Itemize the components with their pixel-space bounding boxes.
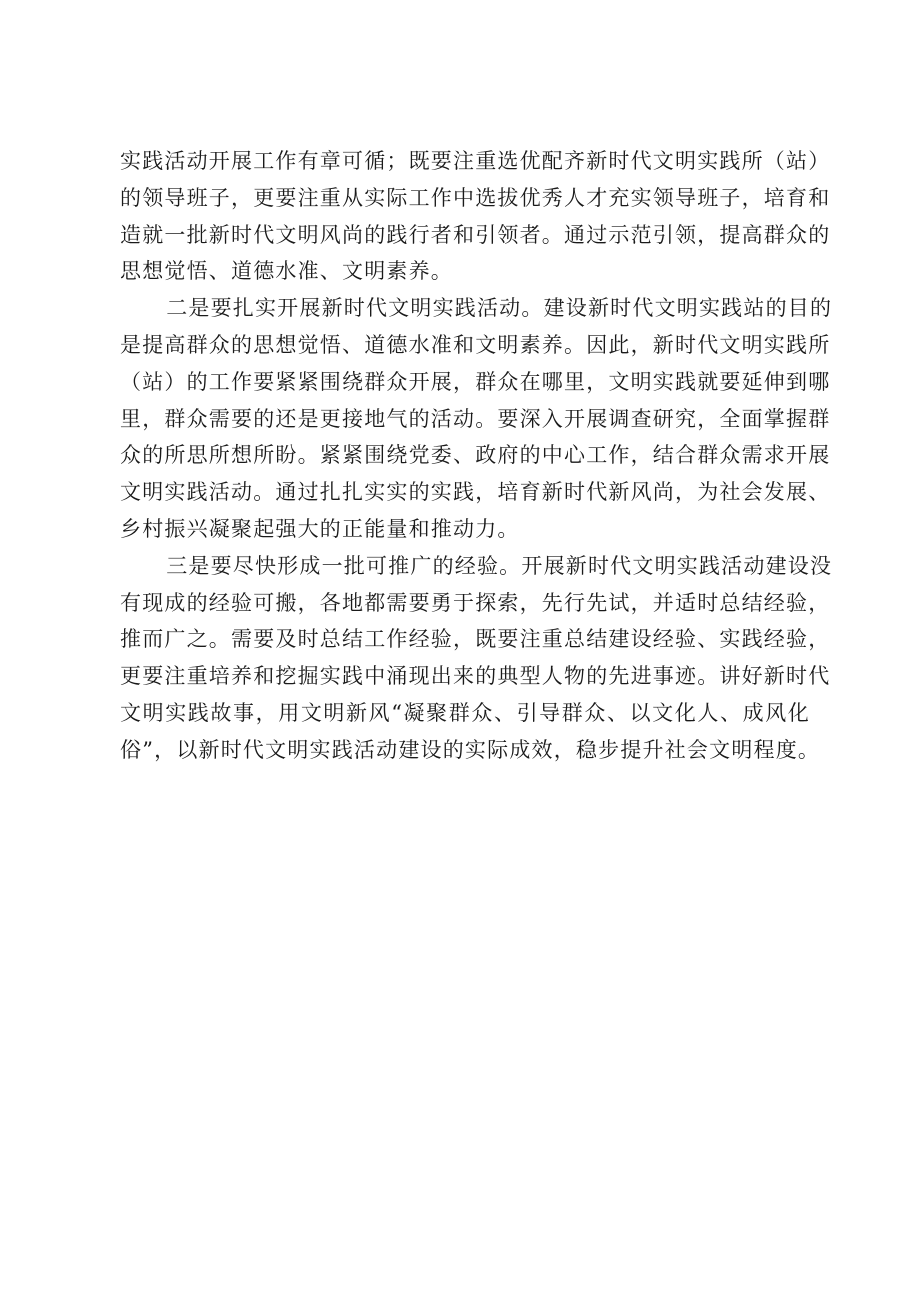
- text-line: 文明实践活动。通过扎扎实实的实践，培育新时代新风尚，为社会发展、: [120, 480, 831, 505]
- text-line: 造就一批新时代文明风尚的践行者和引领者。通过示范引领，提高群众的: [120, 222, 831, 247]
- text-line: 有现成的经验可搬，各地都需要勇于探索，先行先试，并适时总结经验，: [120, 590, 831, 615]
- text-line: 三是要尽快形成一批可推广的经验。开展新时代文明实践活动建设没: [166, 553, 833, 578]
- text-line: 二是要扎实开展新时代文明实践活动。建设新时代文明实践站的目的: [166, 296, 833, 321]
- text-line: 文明实践故事，用文明新风“凝聚群众、引导群众、以文化人、成风化: [120, 700, 810, 725]
- text-line: 思想觉悟、道德水准、文明素养。: [120, 259, 453, 284]
- text-line: 是提高群众的思想觉悟、道德水准和文明素养。因此，新时代文明实践所: [120, 332, 831, 357]
- text-line: 的领导班子，更要注重从实际工作中选拔优秀人才充实领导班子，培育和: [120, 185, 831, 210]
- paragraph-1: [120, 143, 831, 290]
- text-line: 乡村振兴凝聚起强大的正能量和推动力。: [120, 516, 520, 541]
- text-line: 更要注重培养和挖掘实践中涌现出来的典型人物的先进事迹。讲好新时代: [120, 664, 831, 689]
- paragraph-3: [120, 548, 833, 769]
- document-body: [120, 143, 833, 769]
- paragraph-2: [120, 290, 833, 548]
- text-line: 众的所思所想所盼。紧紧围绕党委、政府的中心工作，结合群众需求开展: [120, 443, 831, 468]
- text-line: （站）的工作要紧紧围绕群众开展，群众在哪里，文明实践就要延伸到哪: [120, 369, 831, 394]
- text-line: 推而广之。需要及时总结工作经验，既要注重总结建设经验、实践经验，: [120, 627, 831, 652]
- text-line: 实践活动开展工作有章可循；既要注重选优配齐新时代文明实践所（站）: [120, 149, 831, 173]
- text-line: 里，群众需要的还是更接地气的活动。要深入开展调查研究，全面掌握群: [120, 406, 831, 431]
- text-line: 俗”，以新时代文明实践活动建设的实际成效，稳步提升社会文明程度。: [120, 737, 821, 762]
